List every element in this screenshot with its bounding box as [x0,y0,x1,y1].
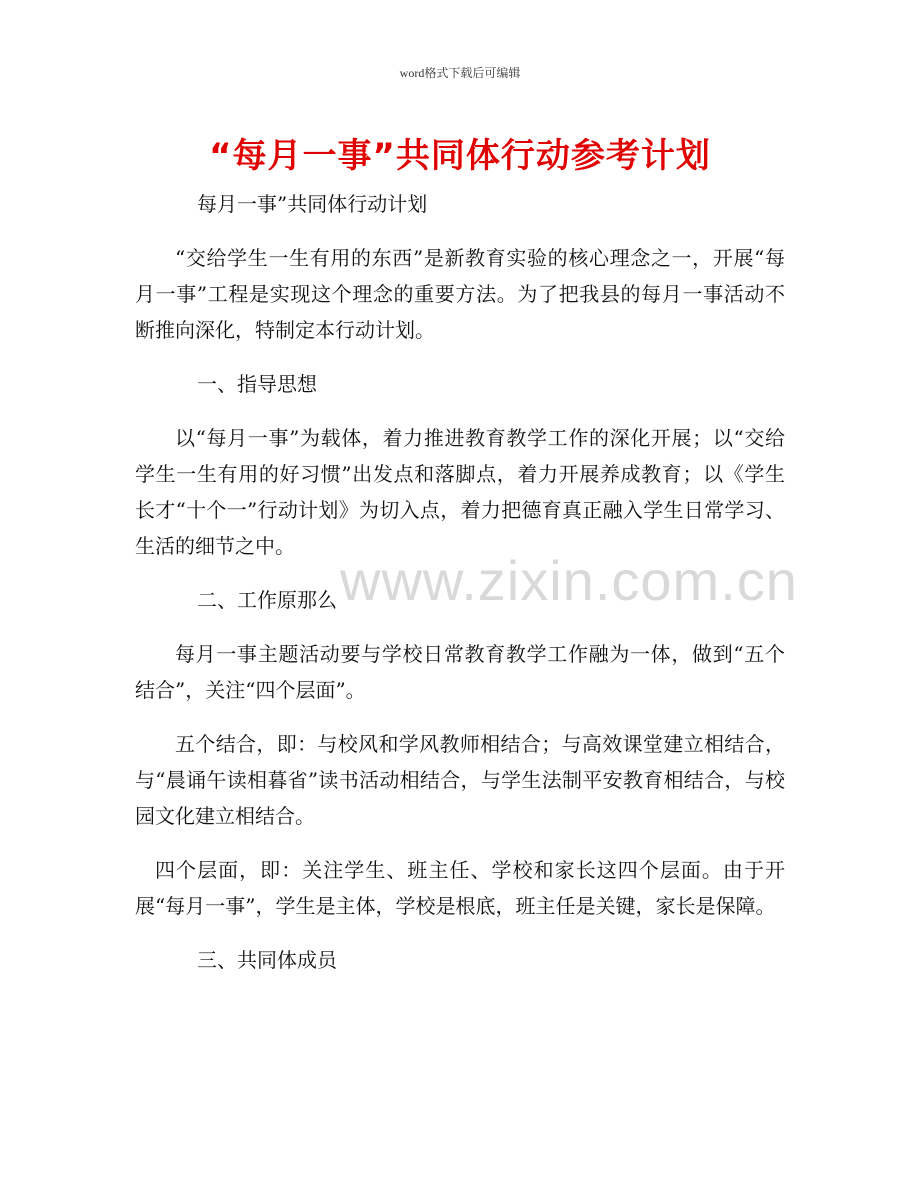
paragraph-four-levels: 四个层面，即：关注学生、班主任、学校和家长这四个层面。由于开展“每月一事”，学生是主体，学校是根底，班主任是关键，家长是保障。 [135,858,785,918]
paragraph-work-principles: 每月一事主题活动要与学校日常教育教学工作融为一体，做到“五个结合”，关注“四个层面”。 [135,642,785,702]
paragraph-intro: “交给学生一生有用的东西”是新教育实验的核心理念之一，开展“每月一事”工程是实现这个理念的重要方法。为了把我县的每月一事活动不断推向深化，特制定本行动计划。 [135,246,785,342]
paragraph-five-combinations: 五个结合，即：与校风和学风教师相结合；与高效课堂建立相结合，与“晨诵午读相暮省”读书活动相结合，与学生法制平安教育相结合，与校园文化建立相结合。 [135,732,785,828]
paragraph-subtitle: 每月一事”共同体行动计划 [197,192,428,216]
section-heading-guiding-ideology: 一、指导思想 [197,372,317,396]
watermark: www.zixin.com.cn [340,549,798,612]
section-heading-work-principles: 二、工作原那么 [197,588,337,612]
paragraph-guiding-ideology: 以“每月一事”为载体，着力推进教育教学工作的深化开展；以“交给学生一生有用的好习惯”出发点和落脚点，着力开展养成教育；以《学生长才“十个一”行动计划》为切入点，着力把德育真正融入学生日常学习、生活的细节之中。 [135,426,785,558]
section-heading-members: 三、共同体成员 [197,948,337,972]
document-body [135,186,785,996]
page-title: “每月一事”共同体行动参考计划 [209,136,711,176]
header-note: word格式下载后可编辑 [399,66,521,80]
